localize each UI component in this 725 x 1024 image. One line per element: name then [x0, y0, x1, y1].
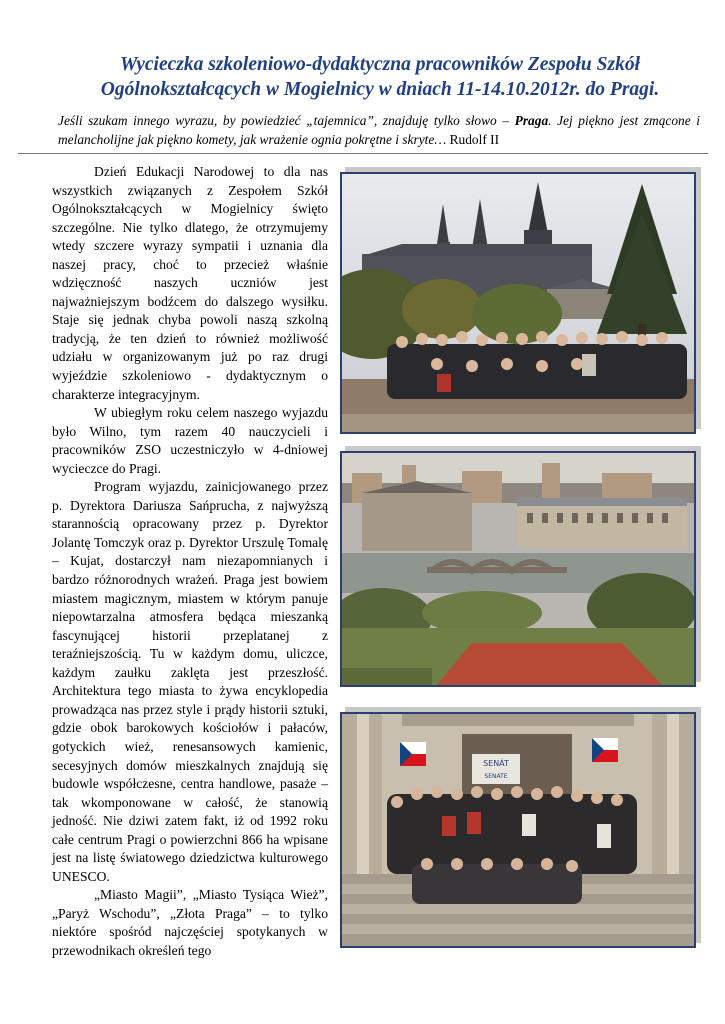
czech-flag-right-icon: [592, 738, 618, 762]
paragraph-1: Dzień Edukacji Narodowej to dla nas wszystkich związanych z Zespołem Szkół Ogólnokształcących w Mogielnicy święto szczególne. Nie tylko dlatego, że otrzymujemy wtedy szczere wyrazy sympatii i uznania dla naszej pracy, choć to przecież właśnie wdzięczność naszych uczniów jest najważniejszym bodźcem do dalszego wysiłku. Staje się jednak chyba powoli naszą szkolną tradycją, że ten dzień to również możliwość udziału w organizowanym już po raz drugi wyjeździe szkoleniowo - dydaktycznym o charakterze integracyjnym.: [52, 164, 328, 402]
quote-text-2: . Jej piękno jest zmącone i melancholijne jak piękno komety, jak wrażenie ognia pokrętne i skryte…: [58, 113, 700, 147]
senate-sign-line-2: SENATE: [484, 773, 508, 780]
quote-text-1: Jeśli szukam innego wyrazu, by powiedzieć „tajemnica”, znajduję tylko słowo –: [58, 113, 515, 128]
paragraph-2: W ubiegłym roku celem naszego wyjazdu było Wilno, tym razem 40 nauczycieli i pracowników ZSO uczestniczyło w 4-dniowej wycieczce do Pragi.: [52, 405, 328, 476]
photo-group-senate-image: [342, 714, 694, 946]
photo-prague-panorama: [340, 451, 696, 687]
article-title: [60, 52, 700, 102]
paragraph-3: Program wyjazdu, zainicjowanego przez p. Dyrektora Dariusza Sańprucha, z najwyższą starannością opracowany przez p. Dyrektor Jolantę Tomczyk oraz p. Dyrektor Urszulę Tomalę – Kujat, dostarczył nam niezapomnianych i bardzo różnorodnych wrażeń. Praga jest bowiem miastem magicznym, miastem w którym panuje niepowtarzalna atmosfera będąca mieszanką fascynującej historii przeplatanej z teraźniejszością. Tu w każdym domu, uliczce, każdym zaułku zaklęta jest przeszłość. Architektura tego miasta to żywa encyklopedia prowadząca nas przez style i prądy historii sztuki, gdzie obok barokowych kościołów i pałaców, gotyckich wież, renesansowych kamienic, secesyjnych domów mieszkalnych znajdują się budowle współczesne, centra handlowe, pasaże – tak wkomponowane w całość, że stanowią jedność. Nie dziwi zatem fakt, iż od 1992 roku całe centrum Pragi o powierzchni 866 ha wpisane jest na listę światowego dziedzictwa kulturowego UNESCO.: [52, 479, 328, 884]
photo-prague-panorama-image: [342, 453, 694, 685]
senate-sign-line-1: SENÁT: [483, 759, 509, 768]
epigraph-quote: [58, 111, 700, 149]
photo-group-castle: [340, 172, 696, 434]
czech-flag-left-icon: [400, 742, 426, 766]
photo-group-senate: [340, 712, 696, 948]
paragraph-4: „Miasto Magii”, „Miasto Tysiąca Wież”, „Paryż Wschodu”, „Złota Praga” – to tylko niektóre spośród najczęściej spotykanych w przewodnikach określeń tego: [52, 887, 328, 958]
divider-line: [18, 153, 708, 154]
quote-keyword: Praga: [514, 113, 549, 128]
title-line-1: Wycieczka szkoleniowo-dydaktyczna pracowników Zespołu Szkół: [119, 54, 640, 75]
title-line-2: Ogólnokształcących w Mogielnicy w dniach 11-14.10.2012r. do Pragi.: [100, 79, 660, 100]
quote-author: Rudolf II: [446, 132, 500, 147]
photo-group-castle-image: [342, 174, 694, 432]
article-body: [52, 163, 328, 961]
